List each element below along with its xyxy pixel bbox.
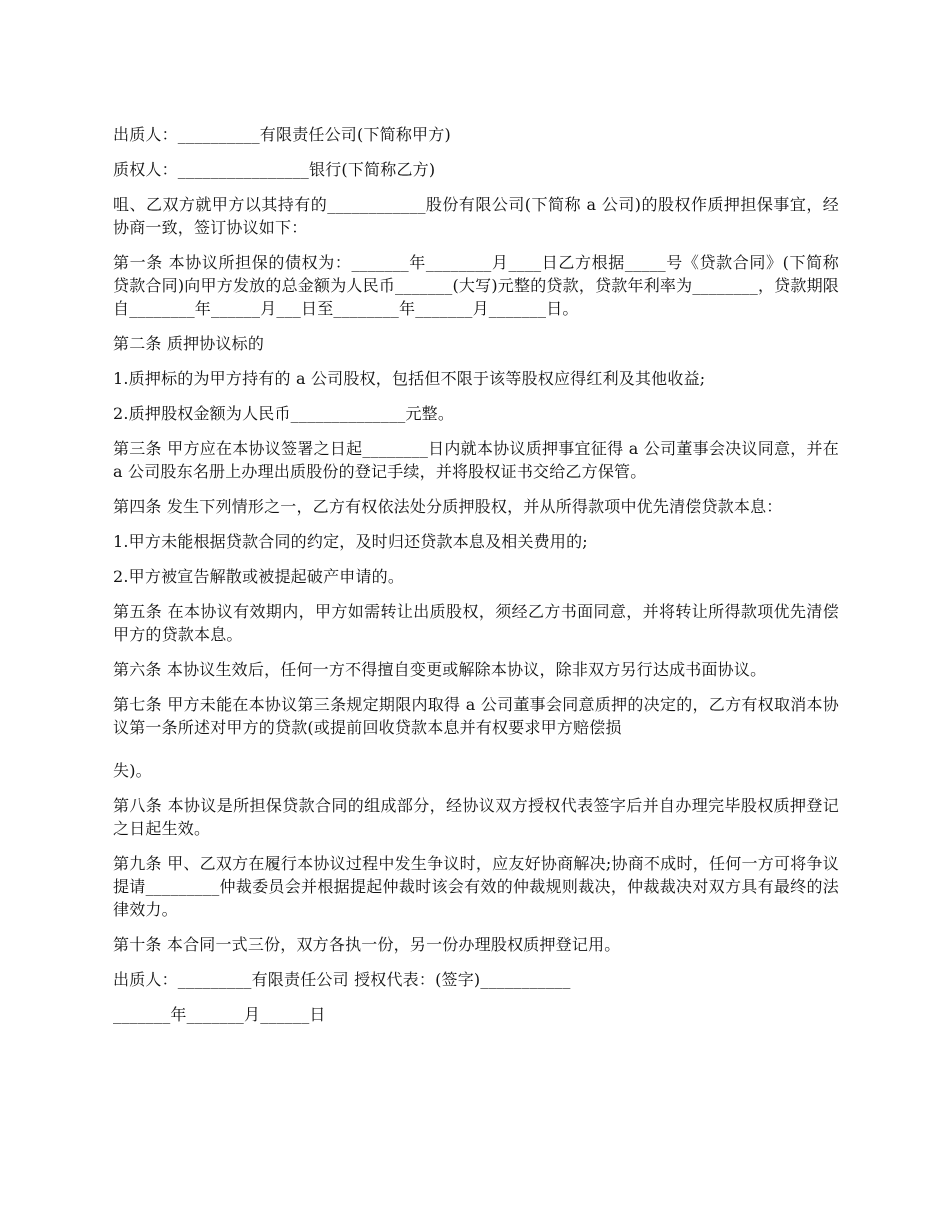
paragraph-article-2-item-1: 1.质押标的为甲方持有的 a 公司股权，包括但不限于该等股权应得红利及其他收益; [113,369,706,388]
paragraph-article-6: 第六条 本协议生效后，任何一方不得擅自变更或解除本协议，除非双方另行达成书面协议。 [113,660,767,679]
paragraph-pledgor: 出质人：__________有限责任公司(下简称甲方) [113,125,451,144]
paragraph-preamble: 咀、乙双方就甲方以其持有的____________股份有限公司(下简称 a 公司)的股权作质押担保事宜，经协商一致，签订协议如下： [113,195,839,237]
paragraph-article-7: 第七条 甲方未能在本协议第三条规定期限内取得 a 公司董事会同意质押的决定的，乙方有权取消本协议第一条所述对甲方的贷款(或提前回收贷款本息并有权要求甲方赔偿损 [113,695,839,737]
paragraph-date: _______年_______月______日 [113,1005,326,1024]
paragraph-article-7-end: 失)。 [113,761,152,780]
paragraph-article-9: 第九条 甲、乙双方在履行本协议过程中发生争议时，应友好协商解决;协商不成时，任何一方可将争议提请_________仲裁委员会并根据提起仲裁时该会有效的仲裁规则裁决，仲裁裁决对双方具有最终的法律效力。 [113,854,839,919]
paragraph-article-5: 第五条 在本协议有效期内，甲方如需转让出质股权，须经乙方书面同意，并将转让所得款项优先清偿甲方的贷款本息。 [113,602,839,644]
paragraph-article-3: 第三条 甲方应在本协议签署之日起________日内就本协议质押事宜征得 a 公司董事会决议同意，并在 a 公司股东名册上办理出质股份的登记手续，并将股权证书交给乙方保管。 [113,439,839,481]
paragraph-pledgee: 质权人：________________银行(下简称乙方) [113,160,436,179]
paragraph-signature: 出质人：_________有限责任公司 授权代表：(签字)___________ [113,970,571,989]
paragraph-article-10: 第十条 本合同一式三份，双方各执一份，另一份办理股权质押登记用。 [113,935,621,954]
paragraph-article-1: 第一条 本协议所担保的债权为：_______年________月____日乙方根据_____号《贷款合同》(下简称贷款合同)向甲方发放的总金额为人民币_______(大写)元整的贷款，贷款年利率为________，贷款期限自________年______月___日至________年_______月_______日。 [113,253,839,318]
paragraph-article-4-item-1: 1.甲方未能根据贷款合同的约定，及时归还贷款本息及相关费用的; [113,532,588,551]
paragraph-article-8: 第八条 本协议是所担保贷款合同的组成部分，经协议双方授权代表签字后并自办理完毕股权质押登记之日起生效。 [113,796,839,838]
paragraph-article-4: 第四条 发生下列情形之一，乙方有权依法处分质押股权，并从所得款项中优先清偿贷款本息： [113,497,783,516]
paragraph-article-2-item-2: 2.质押股权金额为人民币______________元整。 [113,404,455,423]
paragraph-article-4-item-2: 2.甲方被宣告解散或被提起破产申请的。 [113,567,405,586]
paragraph-article-2-title: 第二条 质押协议标的 [113,334,265,353]
document-body [113,123,839,1038]
